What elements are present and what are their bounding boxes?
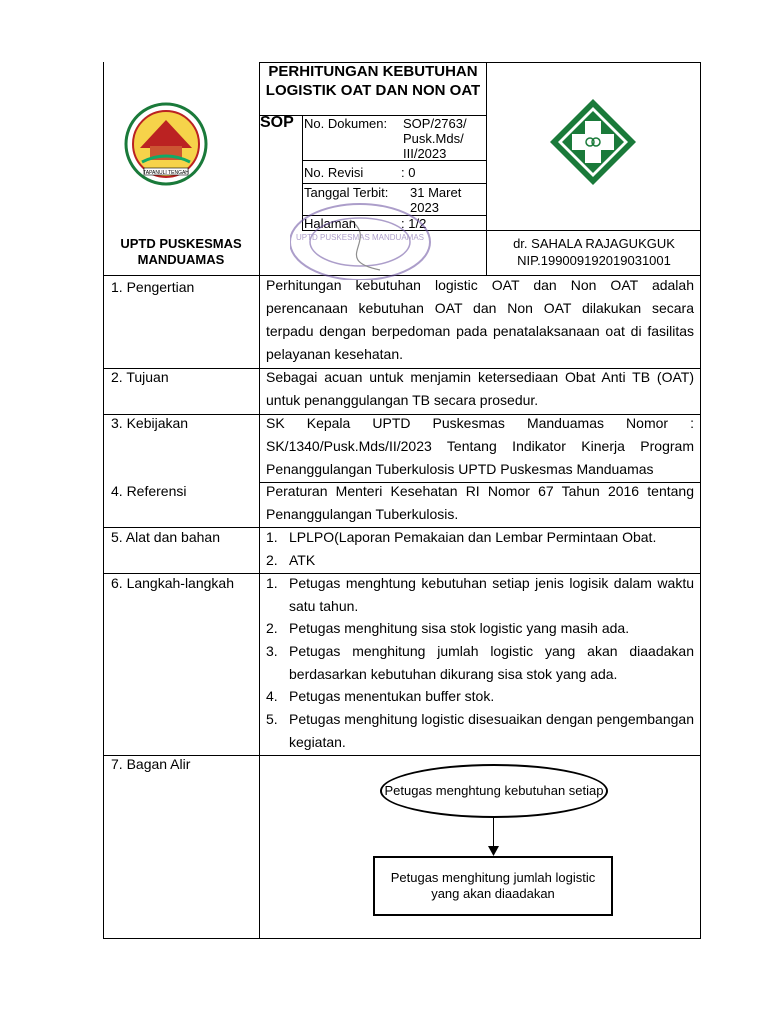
official-stamp-icon [290,200,440,280]
section-label: 3. Kebijakan [111,415,189,431]
col-divider [259,62,260,939]
list-item: Petugas menentukan buffer stok. [289,688,495,704]
section-text: Peraturan Menteri Kesehatan RI Nomor 67 Tahun 2016 tentang Penanggulangan Tuberkulosis. [266,483,694,522]
signatory-name: dr. SAHALA RAJAGUKGUK [513,236,675,251]
flowchart-start-oval: Petugas menghtung kebutuhan setiap [380,764,608,818]
stamp-text: UPTD PUSKESMAS MANDUAMAS [295,233,425,242]
arrow-down-icon [488,846,499,856]
section-text: Sebagai acuan untuk menjamin ketersediaan Obat Anti TB (OAT) untuk penanggulangan TB secara prosedur. [266,369,694,408]
list-item: Petugas menghitung jumlah logistic yang akan diaadakan berdasarkan kebutuhan dikurang sisa stok yang ada. [289,643,694,682]
border-left [103,62,104,939]
section-label: 6. Langkah-langkah [111,575,234,591]
list-number: 3. [266,643,278,659]
list-item: ATK [289,552,316,568]
sop-label: SOP [260,114,294,131]
sig-row-top [486,230,701,231]
list-number: 2. [266,552,278,568]
section-text: Perhitungan kebutuhan logistic OAT dan Non OAT adalah perencanaan kebutuhan OAT dan Non OAT dilakukan secara terpadu dengan berpedoman pada penatalaksanaan oat di fasilitas pelayanan kesehatan. [266,277,694,362]
section-label: 1. Pengertian [111,279,195,295]
section-label: 2. Tujuan [111,369,169,385]
list-number: 1. [266,529,278,545]
row-line [103,755,701,756]
list-number: 5. [266,711,278,727]
section-label: 5. Alat dan bahan [111,529,220,545]
doc-no-label: No. Dokumen: [304,116,388,131]
issue-date-value: 31 Maret 2023 [410,185,462,215]
section-label: 7. Bagan Alir [111,756,191,772]
revision-label: No. Revisi [304,165,364,180]
signatory-nip: NIP.199009192019031001 [517,253,671,268]
page-value: : 1/2 [401,216,427,231]
section-label: 4. Referensi [111,483,187,499]
list-item: Petugas menghtung kebutuhan setiap jenis logisik dalam waktu satu tahun. [289,575,694,614]
page-label: Halaman [304,216,357,231]
org-name: UPTD PUSKESMAS MANDUAMAS [120,236,242,267]
list-item: Petugas menghitung sisa stok logistic yang masih ada. [289,620,630,636]
header-divider-right [486,62,487,275]
section-text: SK Kepala UPTD Puskesmas Manduamas Nomor : SK/1340/Pusk.Mds/II/2023 Tentang Indikator Kinerja Program Penanggulangan Tuberkulosis UPTD Puskesmas Manduamas [266,415,694,477]
list-item: LPLPO(Laporan Pemakaian dan Lembar Permintaan Obat. [289,529,657,545]
list-number: 2. [266,620,278,636]
doc-no-value: SOP/2763/ Pusk.Mds/ III/2023 [403,116,467,161]
list-number: 1. [266,575,278,591]
revision-value: : 0 [401,165,416,180]
meta-row2 [302,183,487,184]
logo-ribbon-text: TAPANULI TENGAH [143,170,189,176]
issue-date-label: Tanggal Terbit: [304,185,389,200]
border-right [700,62,701,939]
list-item: Petugas menghitung logistic disesuaikan dengan pengembangan kegiatan. [289,711,694,750]
list-number: 4. [266,688,278,704]
flowchart-process-box: Petugas menghitung jumlah logistic yang akan diaadakan [373,856,613,916]
border-bottom [103,938,701,939]
regency-logo-icon [120,98,212,190]
puskesmas-logo-icon [548,97,638,187]
document-title: PERHITUNGAN KEBUTUHAN LOGISTIK OAT DAN NON OAT [265,63,481,99]
